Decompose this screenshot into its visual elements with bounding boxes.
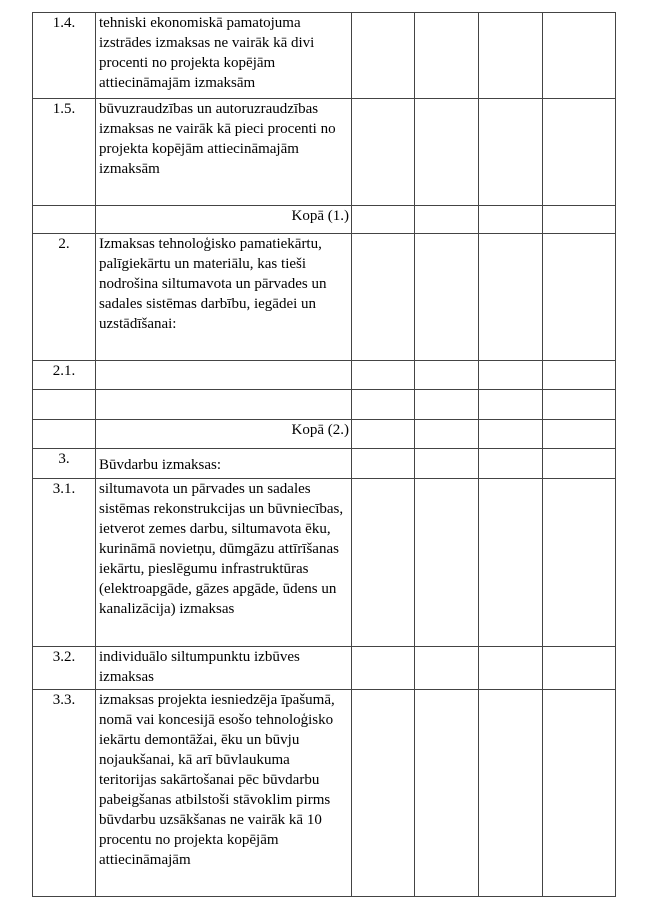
value-cell — [543, 390, 616, 420]
table-row — [33, 390, 616, 420]
value-cell — [352, 234, 415, 361]
row-number: 1.5. — [33, 99, 96, 206]
value-cell — [479, 690, 543, 897]
row-description — [96, 361, 352, 390]
table-row — [33, 420, 616, 449]
value-cell — [479, 206, 543, 234]
value-cell — [479, 361, 543, 390]
value-cell — [415, 420, 479, 449]
row-description: būvuzraudzības un autoruzraudzības izmaksas ne vairāk kā pieci procenti no projekta kopējām attiecināmajām izmaksām — [96, 99, 352, 206]
table-row — [33, 206, 616, 234]
value-cell — [415, 449, 479, 479]
value-cell — [543, 420, 616, 449]
row-number — [33, 420, 96, 449]
value-cell — [543, 13, 616, 99]
value-cell — [479, 420, 543, 449]
value-cell — [352, 690, 415, 897]
value-cell — [352, 479, 415, 647]
value-cell — [352, 99, 415, 206]
value-cell — [543, 690, 616, 897]
table-row — [33, 690, 616, 897]
value-cell — [352, 449, 415, 479]
table-row — [33, 647, 616, 690]
row-description: individuālo siltumpunktu izbūves izmaksas — [96, 647, 352, 690]
value-cell — [479, 449, 543, 479]
value-cell — [543, 449, 616, 479]
row-description: tehniski ekonomiskā pamatojuma izstrādes izmaksas ne vairāk kā divi procenti no projekta kopējām attiecināmajām izmaksām — [96, 13, 352, 99]
row-number: 3. — [33, 449, 96, 479]
row-number — [33, 390, 96, 420]
table-row — [33, 479, 616, 647]
value-cell — [352, 390, 415, 420]
value-cell — [479, 647, 543, 690]
row-number: 3.3. — [33, 690, 96, 897]
value-cell — [415, 99, 479, 206]
subtotal-label: Kopā (2.) — [96, 420, 352, 449]
value-cell — [543, 361, 616, 390]
row-number: 1.4. — [33, 13, 96, 99]
value-cell — [415, 13, 479, 99]
value-cell — [543, 234, 616, 361]
value-cell — [543, 99, 616, 206]
row-description: Izmaksas tehnoloģisko pamatiekārtu, palīgiekārtu un materiālu, kas tieši nodrošina siltumavota un pārvades un sadales sistēmas darbību, iegādei un uzstādīšanai: — [96, 234, 352, 361]
row-description — [96, 390, 352, 420]
value-cell — [543, 647, 616, 690]
row-number — [33, 206, 96, 234]
row-description: Būvdarbu izmaksas: — [96, 449, 352, 479]
value-cell — [352, 420, 415, 449]
table-row — [33, 361, 616, 390]
table-row — [33, 99, 616, 206]
value-cell — [415, 234, 479, 361]
subtotal-label: Kopā (1.) — [96, 206, 352, 234]
value-cell — [415, 479, 479, 647]
table-row — [33, 234, 616, 361]
row-number: 2.1. — [33, 361, 96, 390]
value-cell — [415, 361, 479, 390]
value-cell — [479, 234, 543, 361]
value-cell — [543, 206, 616, 234]
value-cell — [352, 361, 415, 390]
cost-table — [32, 12, 616, 897]
row-description: siltumavota un pārvades un sadales sistēmas rekonstrukcijas un būvniecības, ietverot zemes darbu, siltumavota ēku, kurināmā novietņu, dūmgāzu attīrīšanas iekārtu, pieslēgumu infrastruktūras (elektroapgāde, gāzes apgāde, ūdens un kanalizācija) izmaksas — [96, 479, 352, 647]
value-cell — [479, 99, 543, 206]
value-cell — [543, 479, 616, 647]
value-cell — [415, 206, 479, 234]
value-cell — [352, 13, 415, 99]
value-cell — [415, 690, 479, 897]
value-cell — [479, 479, 543, 647]
table-row — [33, 449, 616, 479]
table-row — [33, 13, 616, 99]
value-cell — [479, 13, 543, 99]
row-description: izmaksas projekta iesniedzēja īpašumā, nomā vai koncesijā esošo tehnoloģisko iekārtu demontāžai, ēku un būvju nojaukšanai, kā arī būvlaukuma teritorijas sakārtošanai pēc būvdarbu pabeigšanas atbilstoši stāvoklim pirms būvdarbu uzsākšanas ne vairāk kā 10 procentu no projekta kopējām attiecināmajām — [96, 690, 352, 897]
row-number: 3.1. — [33, 479, 96, 647]
value-cell — [352, 206, 415, 234]
row-number: 2. — [33, 234, 96, 361]
row-number: 3.2. — [33, 647, 96, 690]
value-cell — [415, 647, 479, 690]
value-cell — [352, 647, 415, 690]
value-cell — [479, 390, 543, 420]
value-cell — [415, 390, 479, 420]
